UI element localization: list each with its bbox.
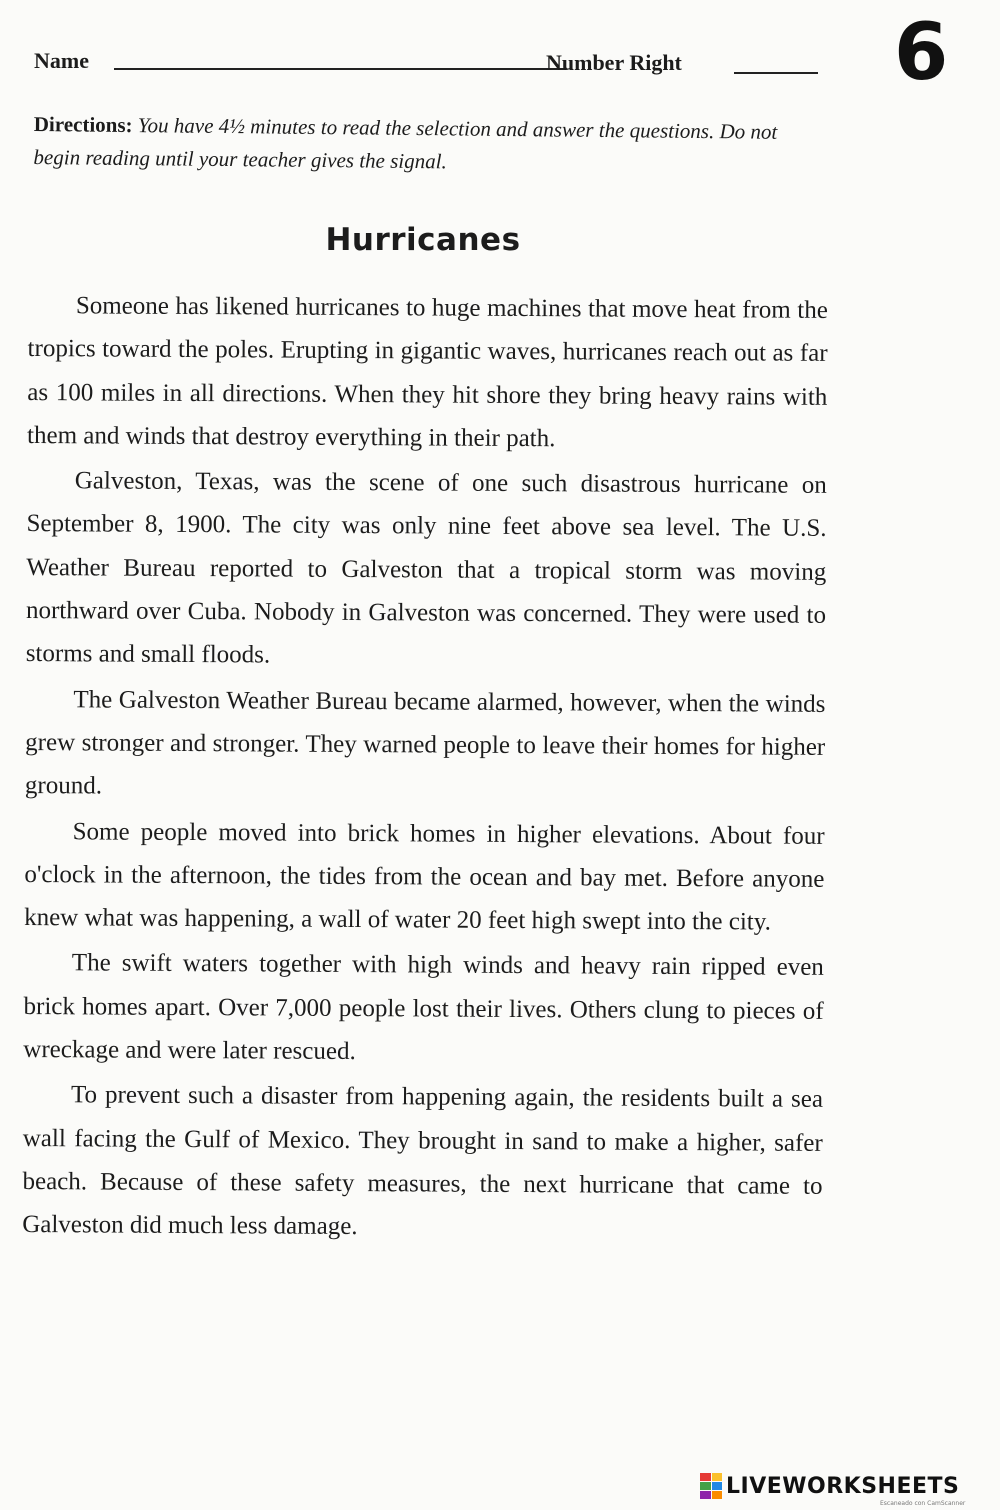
number-right-label: Number Right bbox=[546, 50, 682, 75]
passage-body bbox=[22, 284, 828, 1253]
logo-tile bbox=[700, 1473, 711, 1481]
header bbox=[34, 42, 834, 82]
directions-text: You have 4½ minutes to read the selection and answer the questions. Do not begin reading until your teacher gives the signal. bbox=[33, 113, 778, 174]
paragraph: Someone has likened hurricanes to huge machines that move heat from the tropics toward the poles. Erupting in gigantic waves, hurricanes reach out as far as 100 miles in all directions. When they hit shore they bring heavy rains with them and winds that destroy everything in their path. bbox=[26, 292, 828, 453]
logo-tile bbox=[700, 1482, 711, 1490]
logo-tile bbox=[712, 1491, 723, 1499]
name-label: Name bbox=[34, 48, 89, 73]
unit-number: 6 bbox=[894, 8, 949, 98]
liveworksheets-logo-icon bbox=[700, 1473, 722, 1499]
paragraph: Some people moved into brick homes in higher elevations. About four o'clock in the afternoon, the tides from the ocean and bay met. Before anyone knew what was happening, a wall of water 20 feet high swept into the city. bbox=[24, 817, 825, 936]
brand-name: LIVEWORKSHEETS bbox=[726, 1473, 960, 1499]
paragraph: The swift waters together with high winds and heavy rain ripped even brick homes apart. Over 7,000 people lost their lives. Others clung to pieces of wreckage and were later rescued. bbox=[23, 949, 824, 1066]
paragraph: The Galveston Weather Bureau became alarmed, however, when the winds grew stronger and stronger. They warned people to leave their homes for higher ground. bbox=[24, 685, 826, 800]
name-blank-line[interactable] bbox=[114, 68, 566, 70]
number-right-blank-line[interactable] bbox=[734, 72, 818, 74]
directions-label: Directions: bbox=[33, 111, 133, 138]
logo-tile bbox=[712, 1473, 723, 1481]
logo-tile bbox=[712, 1482, 723, 1490]
passage-title: Hurricanes bbox=[325, 222, 521, 258]
paragraph: To prevent such a disaster from happening again, the residents built a sea wall facing the Gulf of Mexico. They brought in sand to make a higher, safer beach. Because of these safety measures, the next hurricane that came to Galveston did much less damage. bbox=[22, 1081, 824, 1241]
logo-tile bbox=[700, 1491, 711, 1499]
paragraph: Galveston, Texas, was the scene of one such disastrous hurricane on September 8, 1900. The city was only nine feet above sea level. The U.S. Weather Bureau reported to Galveston that a tropical storm was moving northward over Cuba. Nobody in Galveston was concerned. They were used to storms and small floods. bbox=[25, 467, 827, 669]
liveworksheets-brand bbox=[700, 1470, 992, 1502]
directions bbox=[33, 108, 814, 182]
scanner-note: Escaneado con CamScanner bbox=[880, 1500, 966, 1507]
